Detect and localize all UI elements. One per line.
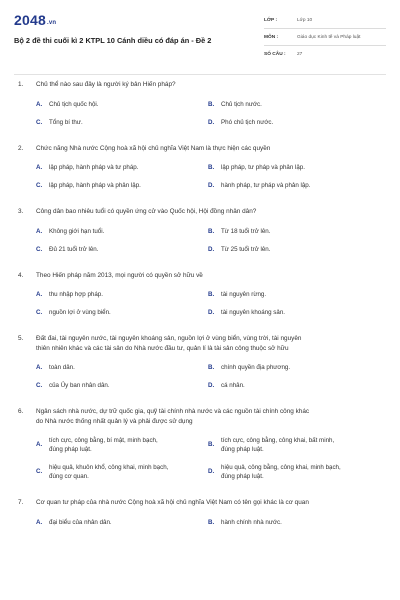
answer-line: hành chính nhà nước. <box>221 518 282 526</box>
answer-line: cá nhân. <box>221 382 245 389</box>
answer-options <box>18 163 380 199</box>
question-item <box>18 498 380 536</box>
answer-line: lập pháp, tư pháp và phản lập. <box>221 164 305 171</box>
answer-option[interactable] <box>36 308 208 317</box>
answer-option[interactable] <box>208 245 380 254</box>
answer-option[interactable] <box>208 227 380 236</box>
answer-letter: A. <box>36 518 43 526</box>
question-item <box>18 407 380 490</box>
answer-text <box>49 245 208 254</box>
answer-text <box>49 518 208 527</box>
answer-option[interactable] <box>208 118 380 127</box>
answer-letter: C. <box>36 182 43 189</box>
question-line: thiên nhiên khác và các tài sản do Nhà nước đầu tư, quản lí là tài sản công thuộc sở hữu <box>36 344 289 352</box>
question-line: Chủ thể nào sau đây là người ký bản Hiến pháp? <box>36 81 176 88</box>
answer-option[interactable] <box>208 181 380 190</box>
question-text <box>18 207 380 217</box>
question-body <box>36 80 380 90</box>
answer-letter: D. <box>208 118 215 126</box>
question-text <box>18 334 380 353</box>
question-line: Theo Hiến pháp năm 2013, mọi người có quyền sở hữu về <box>36 271 203 279</box>
answer-text <box>221 245 380 254</box>
answer-option[interactable] <box>36 118 208 127</box>
answer-line: đúng pháp luật. <box>49 446 92 453</box>
answer-line: Từ 25 tuổi trở lên. <box>221 245 271 253</box>
answer-text <box>221 227 380 236</box>
answer-letter: C. <box>36 245 43 253</box>
answer-line: hiệu quả, công bằng, công khai, minh bạch, <box>221 464 341 471</box>
answer-line: tích cực, công bằng, công khai, bất minh, <box>221 437 335 444</box>
answer-line: Không giới hạn tuổi. <box>49 227 105 235</box>
answer-letter: D. <box>208 182 215 189</box>
question-number: 1. <box>18 81 24 88</box>
answer-letter: A. <box>36 441 43 448</box>
question-line: Công dân bao nhiêu tuổi có quyền ứng cử vào Quốc hội, Hội đồng nhân dân? <box>36 208 257 215</box>
question-line: Ngân sách nhà nước, dự trữ quốc gia, quỹ tài chính nhà nước và các nguồn tài chính công khác <box>36 408 310 415</box>
answer-line: đúng pháp luật. <box>221 446 264 453</box>
question-number: 7. <box>18 499 24 506</box>
logo-text: 2048 <box>14 12 46 28</box>
answer-options <box>18 363 380 399</box>
question-body <box>36 407 380 426</box>
answer-letter: B. <box>208 100 215 108</box>
answer-letter: B. <box>208 441 215 448</box>
answer-line: đại biểu của nhân dân. <box>49 518 112 526</box>
answer-line: tài nguyên rừng. <box>221 291 267 298</box>
answer-line: thu nhập hợp pháp. <box>49 291 103 298</box>
question-text <box>18 80 380 90</box>
question-body <box>36 334 380 353</box>
answer-option[interactable] <box>36 181 208 190</box>
answer-text <box>221 118 380 127</box>
meta-value: Lớp 10 <box>297 17 313 23</box>
answer-option[interactable] <box>208 100 380 109</box>
answer-options <box>18 436 380 490</box>
answer-text <box>221 381 380 390</box>
answer-text <box>49 308 208 317</box>
answer-text <box>221 463 380 481</box>
answer-line: tài nguyên khoáng sản. <box>221 309 285 316</box>
answer-line: nguồn lợi ở vùng biển. <box>49 309 111 316</box>
question-item <box>18 334 380 399</box>
answer-option[interactable] <box>208 163 380 172</box>
answer-letter: B. <box>208 164 215 171</box>
question-item <box>18 271 380 327</box>
answer-option[interactable] <box>208 308 380 317</box>
answer-options <box>18 227 380 263</box>
answer-option[interactable] <box>208 381 380 390</box>
answer-letter: B. <box>208 364 215 371</box>
answer-text <box>221 163 380 172</box>
answer-letter: D. <box>208 382 215 389</box>
answer-text <box>49 163 208 172</box>
answer-line: tích cực, công bằng, bí mật, minh bạch, <box>49 437 158 444</box>
answer-text <box>221 290 380 299</box>
answer-line: đúng cơ quan. <box>49 473 89 480</box>
answer-options <box>18 518 380 536</box>
answer-letter: A. <box>36 364 43 371</box>
answer-line: toàn dân. <box>49 364 75 371</box>
answer-option[interactable] <box>208 290 380 299</box>
answer-option[interactable] <box>36 100 208 109</box>
answer-line: lập pháp, hành pháp và phản lập. <box>49 182 141 189</box>
answer-options <box>18 290 380 326</box>
answer-letter: C. <box>36 118 43 126</box>
answer-option[interactable] <box>36 163 208 172</box>
question-number: 5. <box>18 335 24 342</box>
question-line: Chức năng Nhà nước Cộng hoà xã hội chủ nghĩa Việt Nam là thực hiện các quyền <box>36 144 271 152</box>
header-divider <box>14 74 386 75</box>
answer-text <box>49 463 208 481</box>
question-text <box>18 144 380 154</box>
answer-line: hiệu quả, khuôn khổ, công khai, minh bạch, <box>49 464 169 471</box>
meta-row-count <box>264 46 386 63</box>
answer-letter: D. <box>208 309 215 316</box>
answer-letter: A. <box>36 164 43 171</box>
question-text <box>18 498 380 508</box>
answer-letter: D. <box>208 468 215 475</box>
answer-line: của Ủy ban nhân dân. <box>49 382 110 389</box>
answer-text <box>49 381 208 390</box>
question-item <box>18 80 380 136</box>
answer-option[interactable] <box>36 290 208 299</box>
answer-text <box>221 518 380 527</box>
answer-line: Chủ tịch nước. <box>221 100 262 108</box>
question-body <box>36 207 380 217</box>
answer-text <box>221 100 380 109</box>
answer-text <box>49 290 208 299</box>
meta-label: MÔN : <box>264 34 279 40</box>
answer-text <box>221 181 380 190</box>
answer-text <box>49 100 208 109</box>
logo-suffix: .vn <box>46 20 57 26</box>
answer-option[interactable] <box>36 363 208 372</box>
answer-letter: A. <box>36 227 43 235</box>
page-header <box>14 12 386 64</box>
answer-text <box>49 363 208 372</box>
answer-letter: B. <box>208 291 215 298</box>
meta-label: SỐ CÂU : <box>264 52 286 57</box>
answer-line: Đủ 21 tuổi trở lên. <box>49 245 99 253</box>
exam-title: Bộ 2 đề thi cuối kì 2 KTPL 10 Cánh diều có đáp án - Đề 2 <box>14 36 212 45</box>
answer-text <box>49 118 208 127</box>
question-number: 3. <box>18 208 24 215</box>
answer-text <box>49 227 208 236</box>
question-text <box>18 407 380 426</box>
question-number: 4. <box>18 271 24 279</box>
answer-text <box>49 436 208 454</box>
answer-line: đúng pháp luật. <box>221 473 264 480</box>
answer-line: Phó chủ tịch nước. <box>221 118 274 126</box>
meta-value: 27 <box>297 52 303 57</box>
answer-line: lập pháp, hành pháp và tư pháp. <box>49 164 139 171</box>
answer-option[interactable] <box>36 227 208 236</box>
answer-option[interactable] <box>208 436 380 454</box>
question-number: 6. <box>18 408 24 415</box>
answer-letter: B. <box>208 518 215 526</box>
answer-option[interactable] <box>208 518 380 527</box>
question-body <box>36 271 380 281</box>
answer-line: chính quyền địa phương. <box>221 364 291 371</box>
answer-option[interactable] <box>36 463 208 481</box>
answer-line: Từ 18 tuổi trở lên. <box>221 227 271 235</box>
question-number: 2. <box>18 144 24 152</box>
answer-letter: A. <box>36 100 43 108</box>
answer-letter: C. <box>36 468 43 475</box>
answer-letter: C. <box>36 382 43 389</box>
meta-label: LỚP : <box>264 17 278 23</box>
question-line: do Nhà nước thống nhất quản lý và phải được sử dụng <box>36 417 193 425</box>
answer-text <box>49 181 208 190</box>
answer-option[interactable] <box>208 363 380 372</box>
answer-line: hành pháp, tư pháp và phản lập. <box>221 182 311 189</box>
answer-letter: A. <box>36 291 43 298</box>
answer-option[interactable] <box>208 463 380 481</box>
meta-value: Giáo dục Kinh tế và Pháp luật <box>297 34 361 40</box>
site-logo[interactable] <box>14 12 56 28</box>
answer-option[interactable] <box>36 436 208 454</box>
meta-row-subject <box>264 29 386 46</box>
meta-row-class <box>264 12 386 29</box>
answer-option[interactable] <box>36 518 208 527</box>
answer-options <box>18 100 380 136</box>
answer-line: Tổng bí thư. <box>49 118 83 126</box>
question-line: Cơ quan tư pháp của nhà nước Cộng hoà xã hội chủ nghĩa Việt Nam có tên gọi khác là cơ quan <box>36 499 309 506</box>
question-item <box>18 144 380 200</box>
answer-text <box>221 308 380 317</box>
answer-option[interactable] <box>36 245 208 254</box>
answer-line: Chủ tịch quốc hội. <box>49 100 99 108</box>
question-list <box>18 80 380 544</box>
answer-option[interactable] <box>36 381 208 390</box>
answer-letter: D. <box>208 245 215 253</box>
question-body <box>36 498 380 508</box>
exam-meta-box <box>264 12 386 63</box>
question-line: Đất đai, tài nguyên nước, tài nguyên khoáng sản, nguồn lợi ở vùng biển, vùng trời, tài nguyên <box>36 335 302 342</box>
answer-text <box>221 363 380 372</box>
question-text <box>18 271 380 281</box>
answer-letter: B. <box>208 227 215 235</box>
answer-text <box>221 436 380 454</box>
question-item <box>18 207 380 263</box>
question-body <box>36 144 380 154</box>
answer-letter: C. <box>36 309 43 316</box>
